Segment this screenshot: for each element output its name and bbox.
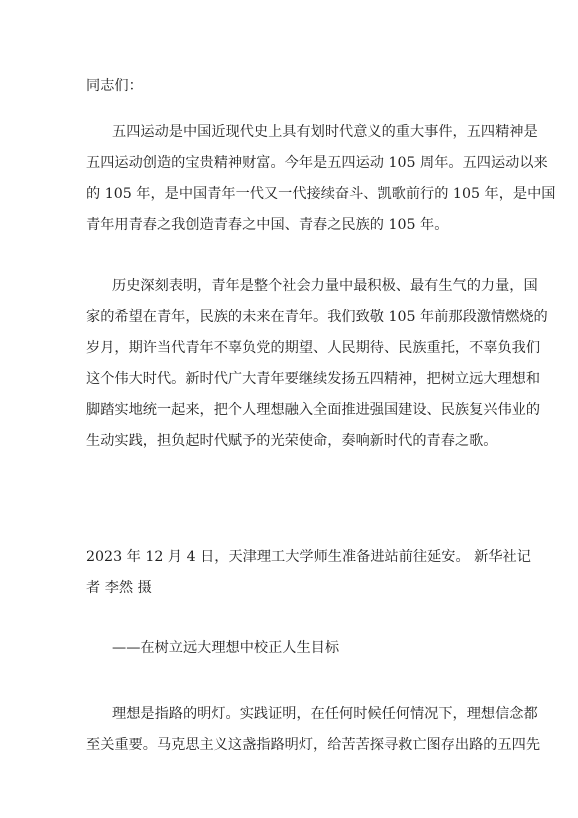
paragraph-line: 至关重要。马克思主义这盏指路明灯，给苦苦探寻救亡图存出路的五四先 (86, 737, 541, 753)
paragraph-line: 五四运动是中国近现代史上具有划时代意义的重大事件，五四精神是 (112, 124, 538, 140)
paragraph-line: 生动实践，担负起时代赋予的光荣使命，奏响新时代的青春之歌。 (86, 433, 498, 449)
paragraph-line: 岁月，期许当代青年不辜负党的期望、人民期待、民族重托，不辜负我们 (86, 340, 541, 356)
caption-line: 者 李然 摄 (86, 580, 152, 596)
paragraph-line: 的 105 年，是中国青年一代又一代接续奋斗、凯歌前行的 105 年，是中国 (86, 186, 556, 202)
paragraph-line: 这个伟大时代。新时代广大青年要继续发扬五四精神，把树立远大理想和 (86, 371, 541, 387)
section-subtitle: ——在树立远大理想中校正人生目标 (112, 640, 340, 656)
paragraph-line: 青年用青春之我创造青春之中国、青春之民族的 105 年。 (86, 217, 449, 233)
paragraph-line: 理想是指路的明灯。实践证明，在任何时候任何情况下，理想信念都 (112, 706, 538, 722)
paragraph-line: 家的希望在青年，民族的未来在青年。我们致敬 105 年前那段激情燃烧的 (86, 309, 548, 325)
paragraph-line: 历史深刻表明，青年是整个社会力量中最积极、最有生气的力量，国 (112, 278, 538, 294)
caption-line: 2023 年 12 月 4 日，天津理工大学师生准备进站前往延安。 新华社记 (86, 549, 531, 565)
salutation: 同志们： (86, 78, 143, 94)
paragraph-line: 五四运动创造的宝贵精神财富。今年是五四运动 105 周年。五四运动以来 (86, 155, 548, 171)
paragraph-line: 脚踏实地统一起来，把个人理想融入全面推进强国建设、民族复兴伟业的 (86, 402, 541, 418)
